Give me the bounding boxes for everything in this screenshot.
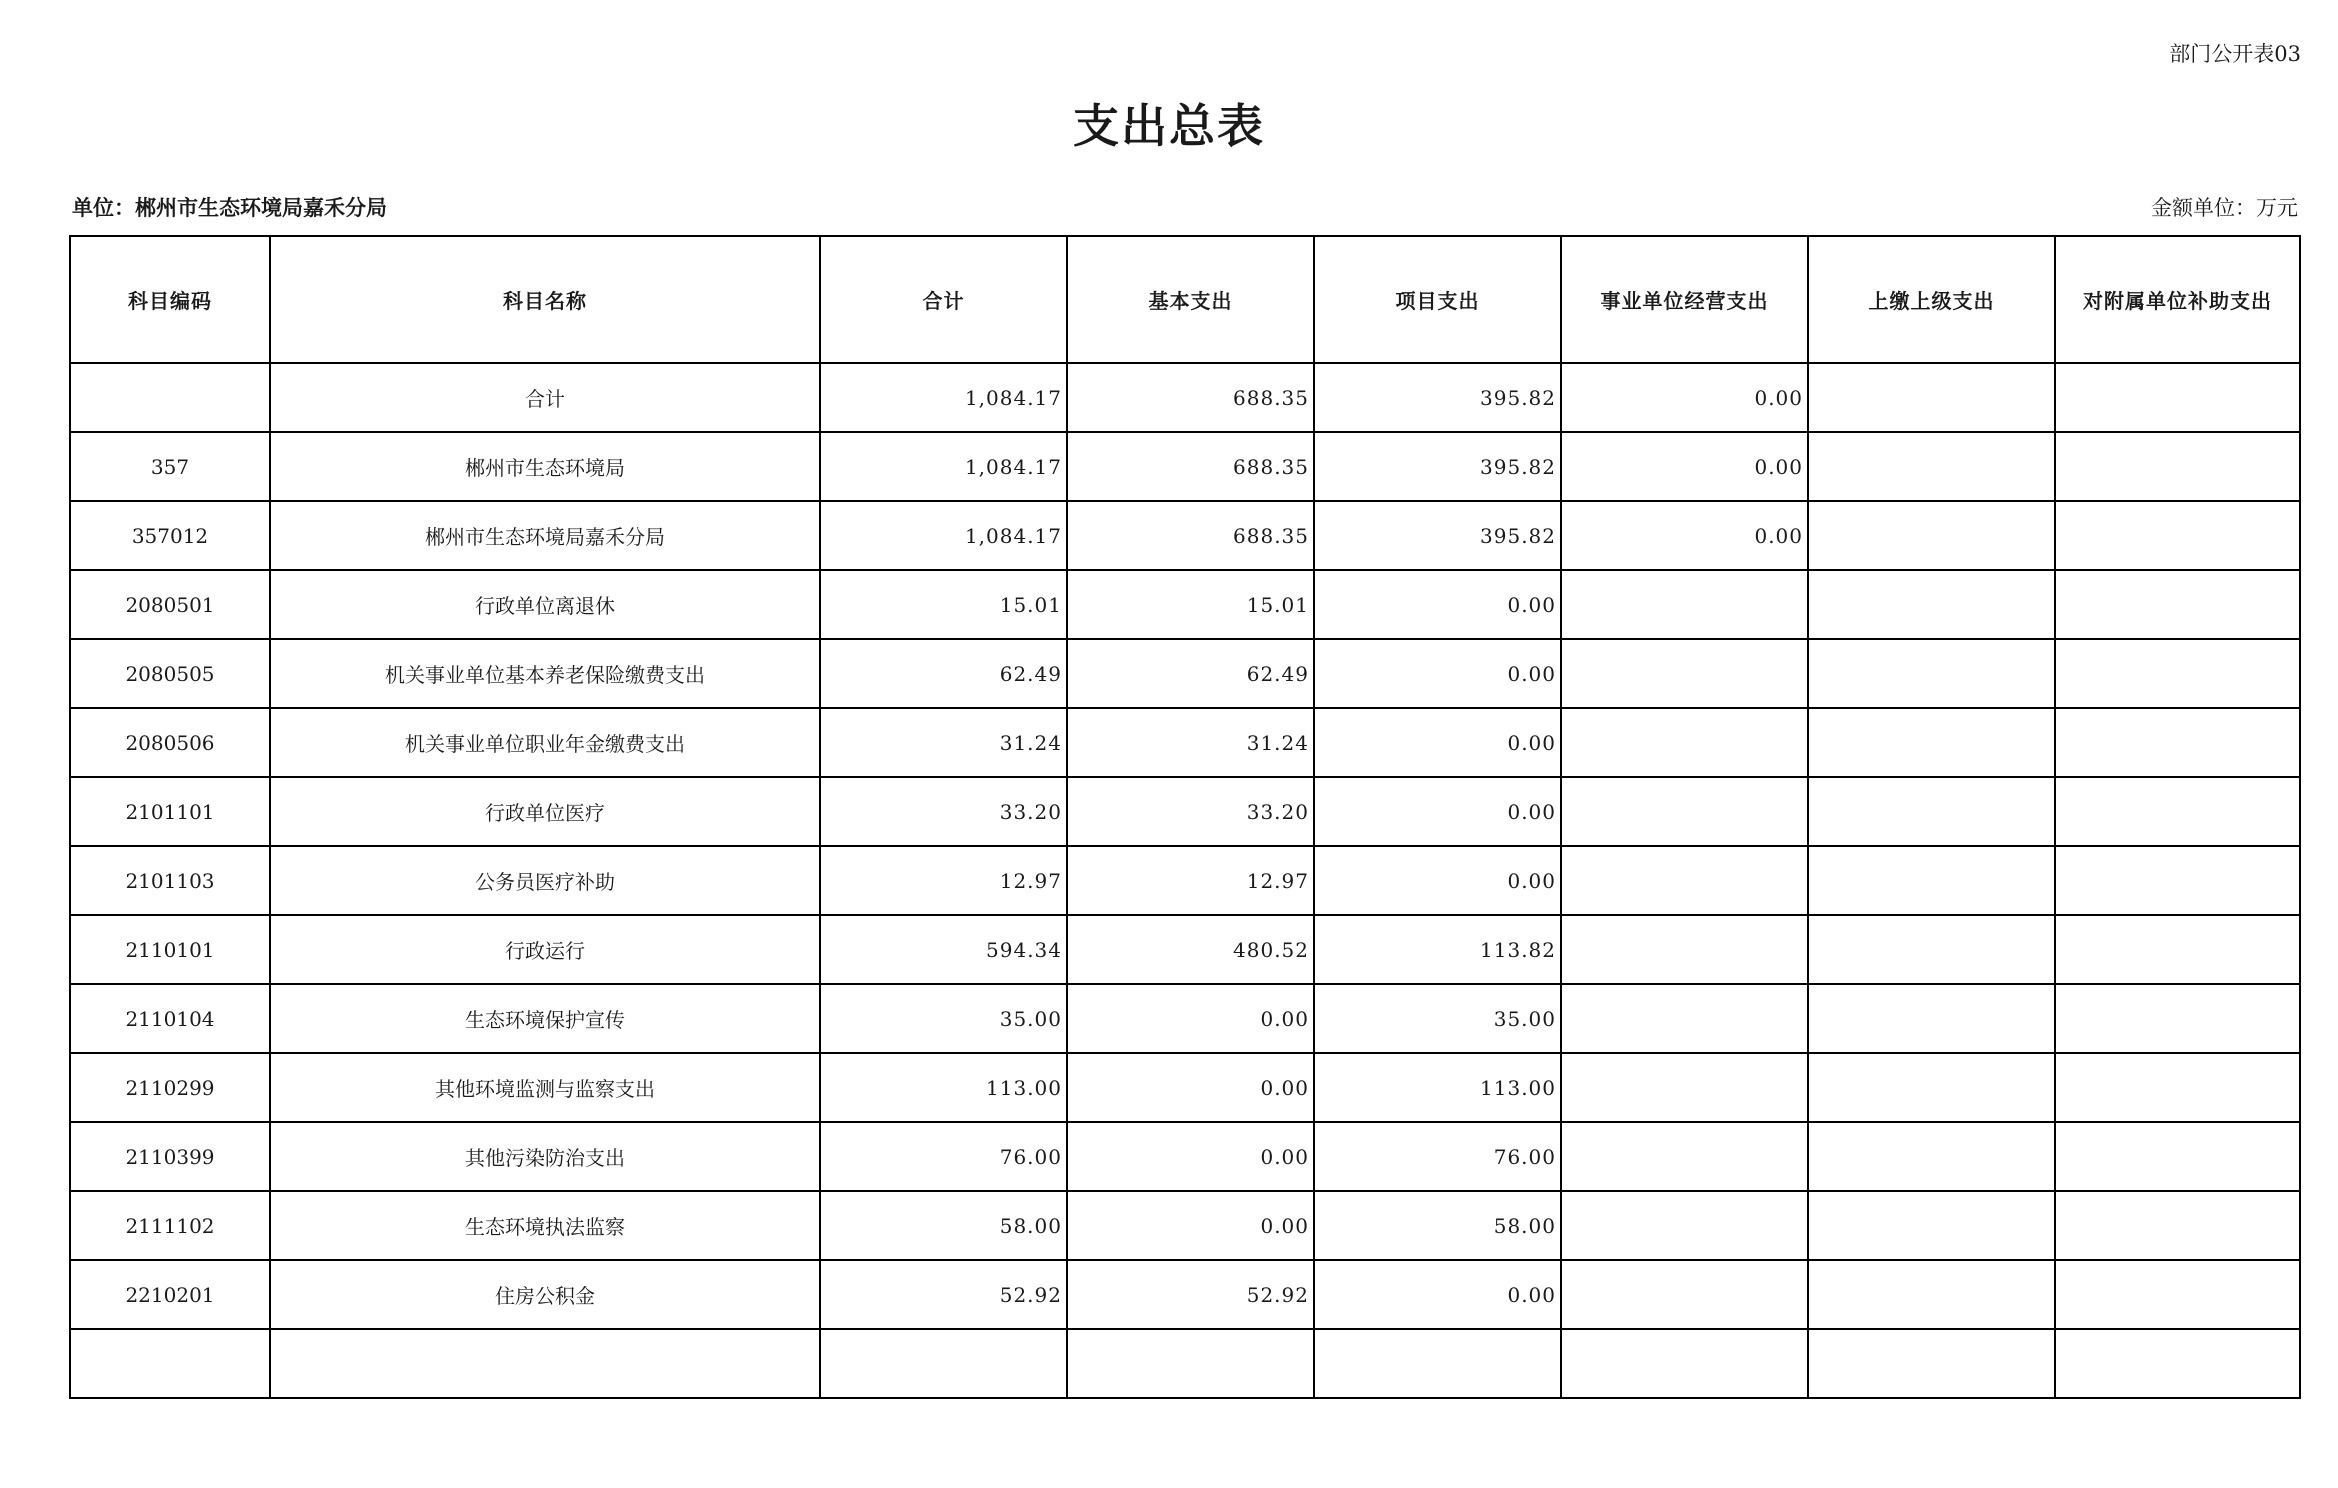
table-row xyxy=(70,570,2300,639)
cell-project: 76.00 xyxy=(1314,1122,1561,1191)
table-row xyxy=(70,1329,2300,1398)
cell-upper xyxy=(1808,1053,2055,1122)
cell-operating xyxy=(1561,915,1808,984)
table-row xyxy=(70,363,2300,432)
cell-basic: 12.97 xyxy=(1067,846,1314,915)
cell-name: 机关事业单位职业年金缴费支出 xyxy=(270,708,820,777)
cell-code: 2110299 xyxy=(70,1053,270,1122)
table-row xyxy=(70,432,2300,501)
cell-basic: 0.00 xyxy=(1067,1191,1314,1260)
cell-project: 58.00 xyxy=(1314,1191,1561,1260)
cell-name: 行政单位离退休 xyxy=(270,570,820,639)
cell-code: 357012 xyxy=(70,501,270,570)
cell-subsidy xyxy=(2055,570,2300,639)
cell-project: 0.00 xyxy=(1314,846,1561,915)
cell-subsidy xyxy=(2055,984,2300,1053)
cell-code xyxy=(70,363,270,432)
cell-upper xyxy=(1808,363,2055,432)
table-row xyxy=(70,708,2300,777)
header-operating: 事业单位经营支出 xyxy=(1561,236,1808,363)
cell-upper xyxy=(1808,1329,2055,1398)
cell-project: 395.82 xyxy=(1314,363,1561,432)
cell-code: 2080505 xyxy=(70,639,270,708)
table-row xyxy=(70,1053,2300,1122)
table-row xyxy=(70,1122,2300,1191)
cell-operating xyxy=(1561,846,1808,915)
header-code: 科目编码 xyxy=(70,236,270,363)
cell-subsidy xyxy=(2055,639,2300,708)
cell-operating: 0.00 xyxy=(1561,501,1808,570)
table-row xyxy=(70,984,2300,1053)
cell-subsidy xyxy=(2055,1053,2300,1122)
cell-total: 33.20 xyxy=(820,777,1067,846)
cell-subsidy xyxy=(2055,363,2300,432)
cell-project: 0.00 xyxy=(1314,1260,1561,1329)
cell-basic: 480.52 xyxy=(1067,915,1314,984)
cell-basic: 31.24 xyxy=(1067,708,1314,777)
cell-operating xyxy=(1561,639,1808,708)
cell-upper xyxy=(1808,915,2055,984)
cell-project: 0.00 xyxy=(1314,708,1561,777)
table-row xyxy=(70,501,2300,570)
cell-basic: 688.35 xyxy=(1067,363,1314,432)
header-name: 科目名称 xyxy=(270,236,820,363)
cell-subsidy xyxy=(2055,777,2300,846)
cell-upper xyxy=(1808,501,2055,570)
unit-row xyxy=(72,192,2298,222)
cell-name: 行政运行 xyxy=(270,915,820,984)
cell-operating xyxy=(1561,1260,1808,1329)
cell-upper xyxy=(1808,639,2055,708)
cell-total: 52.92 xyxy=(820,1260,1067,1329)
table-row xyxy=(70,1260,2300,1329)
cell-upper xyxy=(1808,846,2055,915)
cell-total: 113.00 xyxy=(820,1053,1067,1122)
cell-operating xyxy=(1561,570,1808,639)
page-title: 支出总表 xyxy=(1073,99,1265,153)
cell-basic xyxy=(1067,1329,1314,1398)
cell-code xyxy=(70,1329,270,1398)
cell-total: 62.49 xyxy=(820,639,1067,708)
cell-subsidy xyxy=(2055,501,2300,570)
cell-operating xyxy=(1561,1122,1808,1191)
cell-total: 35.00 xyxy=(820,984,1067,1053)
cell-code: 2101101 xyxy=(70,777,270,846)
cell-operating: 0.00 xyxy=(1561,432,1808,501)
cell-upper xyxy=(1808,432,2055,501)
table-header-row xyxy=(70,236,2300,363)
cell-name: 生态环境保护宣传 xyxy=(270,984,820,1053)
cell-subsidy xyxy=(2055,432,2300,501)
cell-operating xyxy=(1561,1329,1808,1398)
cell-subsidy xyxy=(2055,1122,2300,1191)
cell-project: 395.82 xyxy=(1314,501,1561,570)
cell-basic: 0.00 xyxy=(1067,1053,1314,1122)
cell-code: 2101103 xyxy=(70,846,270,915)
cell-name: 住房公积金 xyxy=(270,1260,820,1329)
cell-basic: 52.92 xyxy=(1067,1260,1314,1329)
unit-info xyxy=(72,192,387,222)
cell-upper xyxy=(1808,777,2055,846)
cell-name: 合计 xyxy=(270,363,820,432)
table-row xyxy=(70,915,2300,984)
cell-project: 0.00 xyxy=(1314,639,1561,708)
cell-total: 31.24 xyxy=(820,708,1067,777)
table-row xyxy=(70,846,2300,915)
table-body xyxy=(70,363,2300,1398)
cell-operating xyxy=(1561,984,1808,1053)
cell-total: 12.97 xyxy=(820,846,1067,915)
cell-name: 其他环境监测与监察支出 xyxy=(270,1053,820,1122)
cell-total: 1,084.17 xyxy=(820,363,1067,432)
cell-code: 2111102 xyxy=(70,1191,270,1260)
cell-subsidy xyxy=(2055,708,2300,777)
unit-name: 郴州市生态环境局嘉禾分局 xyxy=(135,196,387,220)
table-row xyxy=(70,777,2300,846)
cell-upper xyxy=(1808,1260,2055,1329)
cell-upper xyxy=(1808,708,2055,777)
cell-name: 行政单位医疗 xyxy=(270,777,820,846)
cell-basic: 0.00 xyxy=(1067,984,1314,1053)
cell-upper xyxy=(1808,1122,2055,1191)
table-row xyxy=(70,1191,2300,1260)
cell-total: 1,084.17 xyxy=(820,432,1067,501)
cell-operating xyxy=(1561,708,1808,777)
cell-name: 公务员医疗补助 xyxy=(270,846,820,915)
cell-code: 2110399 xyxy=(70,1122,270,1191)
cell-total: 76.00 xyxy=(820,1122,1067,1191)
table-row xyxy=(70,639,2300,708)
form-code: 部门公开表03 xyxy=(2169,42,2301,66)
cell-code: 357 xyxy=(70,432,270,501)
cell-project: 113.00 xyxy=(1314,1053,1561,1122)
expense-table xyxy=(69,235,2301,1399)
cell-project: 113.82 xyxy=(1314,915,1561,984)
cell-subsidy xyxy=(2055,1260,2300,1329)
cell-subsidy xyxy=(2055,1191,2300,1260)
cell-project: 0.00 xyxy=(1314,777,1561,846)
header-total: 合计 xyxy=(820,236,1067,363)
cell-project: 0.00 xyxy=(1314,570,1561,639)
cell-total: 594.34 xyxy=(820,915,1067,984)
cell-subsidy xyxy=(2055,1329,2300,1398)
cell-basic: 688.35 xyxy=(1067,501,1314,570)
cell-upper xyxy=(1808,1191,2055,1260)
cell-project xyxy=(1314,1329,1561,1398)
cell-code: 2080501 xyxy=(70,570,270,639)
cell-name: 生态环境执法监察 xyxy=(270,1191,820,1260)
cell-subsidy xyxy=(2055,846,2300,915)
cell-upper xyxy=(1808,570,2055,639)
cell-total: 15.01 xyxy=(820,570,1067,639)
header-subsidy: 对附属单位补助支出 xyxy=(2055,236,2300,363)
cell-project: 35.00 xyxy=(1314,984,1561,1053)
cell-subsidy xyxy=(2055,915,2300,984)
cell-code: 2110104 xyxy=(70,984,270,1053)
cell-upper xyxy=(1808,984,2055,1053)
cell-operating xyxy=(1561,1191,1808,1260)
header-upper: 上缴上级支出 xyxy=(1808,236,2055,363)
cell-basic: 33.20 xyxy=(1067,777,1314,846)
cell-code: 2210201 xyxy=(70,1260,270,1329)
cell-code: 2080506 xyxy=(70,708,270,777)
cell-basic: 688.35 xyxy=(1067,432,1314,501)
cell-operating: 0.00 xyxy=(1561,363,1808,432)
cell-code: 2110101 xyxy=(70,915,270,984)
amount-unit: 金额单位：万元 xyxy=(2151,196,2298,220)
cell-project: 395.82 xyxy=(1314,432,1561,501)
unit-label: 单位： xyxy=(72,196,135,220)
header-basic: 基本支出 xyxy=(1067,236,1314,363)
cell-total: 1,084.17 xyxy=(820,501,1067,570)
header-project: 项目支出 xyxy=(1314,236,1561,363)
cell-basic: 62.49 xyxy=(1067,639,1314,708)
cell-name: 其他污染防治支出 xyxy=(270,1122,820,1191)
cell-basic: 15.01 xyxy=(1067,570,1314,639)
cell-operating xyxy=(1561,777,1808,846)
cell-total: 58.00 xyxy=(820,1191,1067,1260)
cell-name xyxy=(270,1329,820,1398)
cell-name: 机关事业单位基本养老保险缴费支出 xyxy=(270,639,820,708)
cell-basic: 0.00 xyxy=(1067,1122,1314,1191)
cell-name: 郴州市生态环境局嘉禾分局 xyxy=(270,501,820,570)
cell-total xyxy=(820,1329,1067,1398)
cell-operating xyxy=(1561,1053,1808,1122)
cell-name: 郴州市生态环境局 xyxy=(270,432,820,501)
